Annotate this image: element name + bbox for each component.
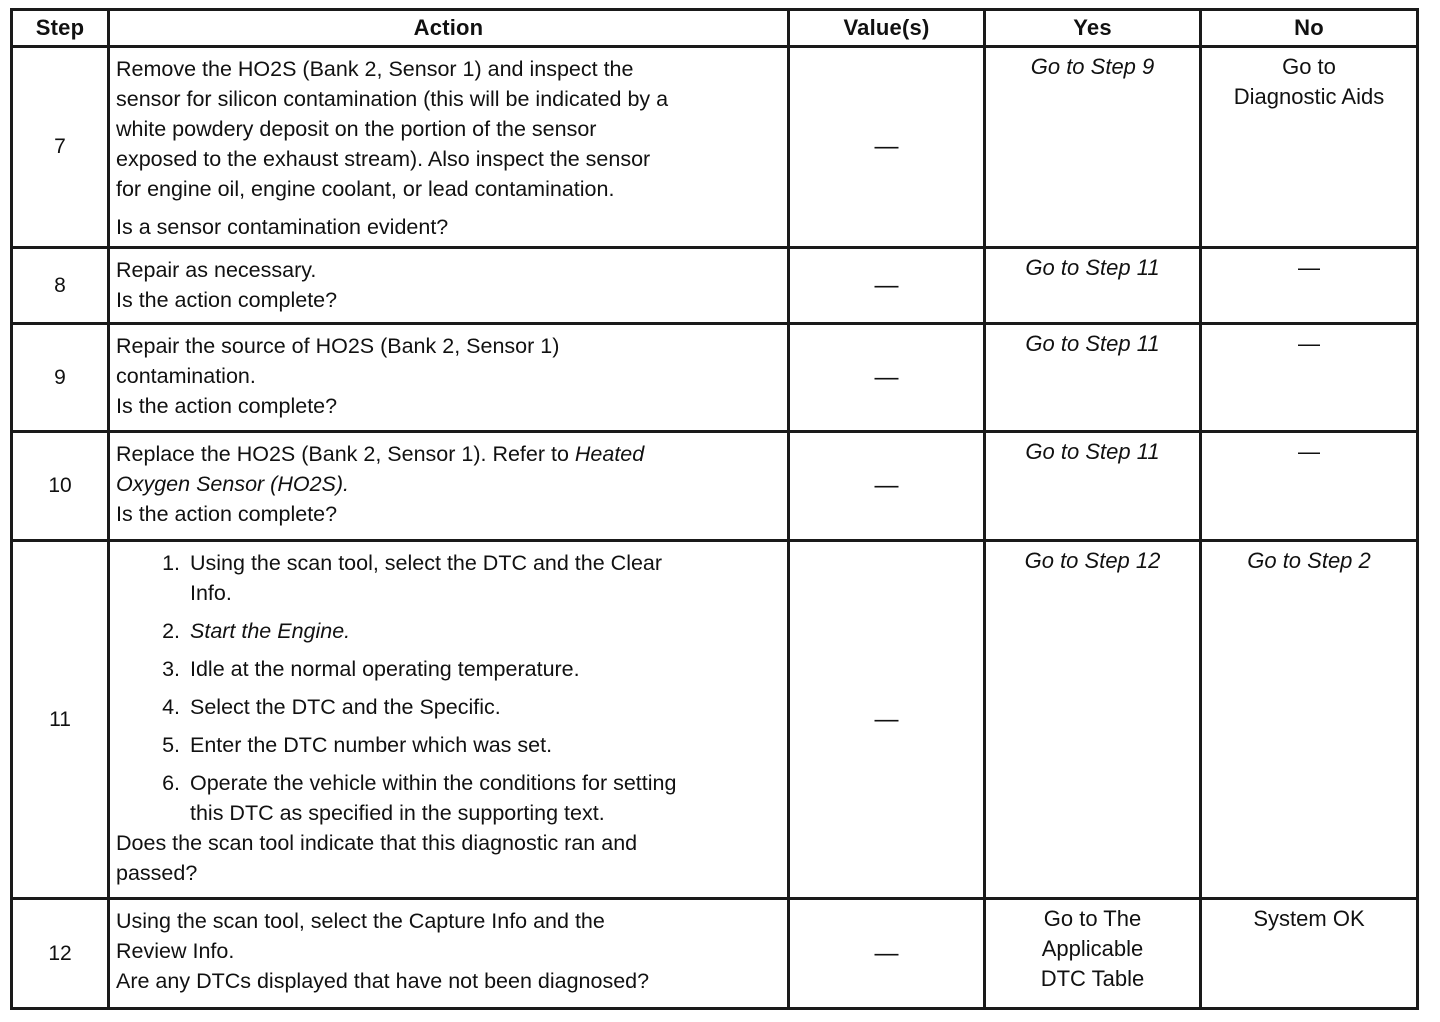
table-row [12, 541, 1418, 899]
yes-result-line: DTC Table [1040, 966, 1145, 991]
header-row [12, 10, 1418, 47]
list-item: 2. Start the Engine. [162, 619, 351, 643]
action-text: Repair as necessary. [116, 258, 317, 282]
list-item: 4. Select the DTC and the Specific. [162, 695, 501, 719]
no-cell [1201, 899, 1418, 1009]
action-text: Replace the HO2S (Bank 2, Sensor 1). Refer to Heated Oxygen Sensor (HO2S). [116, 439, 779, 499]
diagnostic-table-page [10, 8, 1416, 1010]
yes-cell [985, 432, 1201, 541]
no-cell [1201, 47, 1418, 248]
no-cell [1201, 324, 1418, 432]
list-item: 6. Operate the vehicle within the conditions for setting this DTC as specified in the supporting text. [162, 771, 677, 825]
no-result: Go to Step 2 [1247, 548, 1371, 573]
no-result: System OK [1253, 906, 1365, 931]
yes-result-line: Go to The [1043, 906, 1142, 931]
yes-cell [985, 541, 1201, 899]
yes-result: Go to Step 11 [1025, 255, 1160, 280]
action-question: Is the action complete? [116, 502, 338, 526]
no-result-line: Go to [1282, 54, 1336, 79]
action-cell [109, 47, 789, 248]
action-cell [109, 899, 789, 1009]
header-yes: Yes [985, 10, 1201, 47]
yes-cell [985, 248, 1201, 324]
action-cell [109, 432, 789, 541]
action-question: Is a sensor contamination evident? [116, 215, 449, 239]
step-number: 12 [12, 899, 109, 1009]
header-action: Action [109, 10, 789, 47]
action-text: Using the scan tool, select the Capture Info and the Review Info. [116, 909, 605, 963]
step-number: 8 [12, 248, 109, 324]
value-cell: — [789, 899, 985, 1009]
manual-reference: Oxygen Sensor (HO2S). [116, 472, 350, 496]
value-cell: — [789, 324, 985, 432]
value-cell: — [789, 541, 985, 899]
step-number: 7 [12, 47, 109, 248]
yes-cell [985, 899, 1201, 1009]
yes-result: Go to Step 11 [1025, 331, 1160, 356]
header-no: No [1201, 10, 1418, 47]
no-result: — [1298, 331, 1320, 356]
table-row [12, 47, 1418, 248]
action-cell [109, 541, 789, 899]
action-question: Are any DTCs displayed that have not been diagnosed? [116, 969, 650, 993]
diagnostic-table [10, 8, 1419, 1010]
value-cell: — [789, 248, 985, 324]
step-number: 9 [12, 324, 109, 432]
no-result: — [1298, 439, 1320, 464]
action-text: Repair the source of HO2S (Bank 2, Sensor 1) contamination. [116, 334, 560, 388]
action-text: Remove the HO2S (Bank 2, Sensor 1) and inspect the sensor for silicon contamination (this will be indicated by a white powdery deposit on the portion of the sensor exposed to the exhaust stream). Also inspect the sensor for engine oil, engine coolant, or lead contamination. [116, 57, 669, 201]
no-cell [1201, 248, 1418, 324]
table-row [12, 324, 1418, 432]
step-number: 10 [12, 432, 109, 541]
action-question: Is the action complete? [116, 394, 338, 418]
list-item: 3. Idle at the normal operating temperature. [162, 657, 580, 681]
value-cell: — [789, 432, 985, 541]
yes-result: Go to Step 11 [1025, 439, 1160, 464]
action-question: Does the scan tool indicate that this diagnostic ran and passed? [116, 831, 638, 885]
manual-reference: Heated [574, 442, 645, 466]
action-cell [109, 324, 789, 432]
yes-result: Go to Step 9 [1030, 54, 1155, 79]
yes-cell [985, 324, 1201, 432]
table-row [12, 432, 1418, 541]
yes-result: Go to Step 12 [1024, 548, 1161, 573]
table-row [12, 899, 1418, 1009]
no-result: — [1298, 255, 1320, 280]
action-question: Is the action complete? [116, 288, 338, 312]
no-cell [1201, 541, 1418, 899]
no-result-line: Diagnostic Aids [1233, 84, 1385, 109]
header-values: Value(s) [789, 10, 985, 47]
table-row [12, 248, 1418, 324]
value-cell: — [789, 47, 985, 248]
action-cell [109, 248, 789, 324]
yes-result-line: Applicable [1041, 936, 1144, 961]
step-number: 11 [12, 541, 109, 899]
no-cell [1201, 432, 1418, 541]
header-step: Step [12, 10, 109, 47]
yes-cell [985, 47, 1201, 248]
list-item: 5. Enter the DTC number which was set. [162, 733, 553, 757]
list-item: 1. Using the scan tool, select the DTC and the Clear Info. [162, 551, 663, 605]
substep-list [116, 548, 779, 828]
